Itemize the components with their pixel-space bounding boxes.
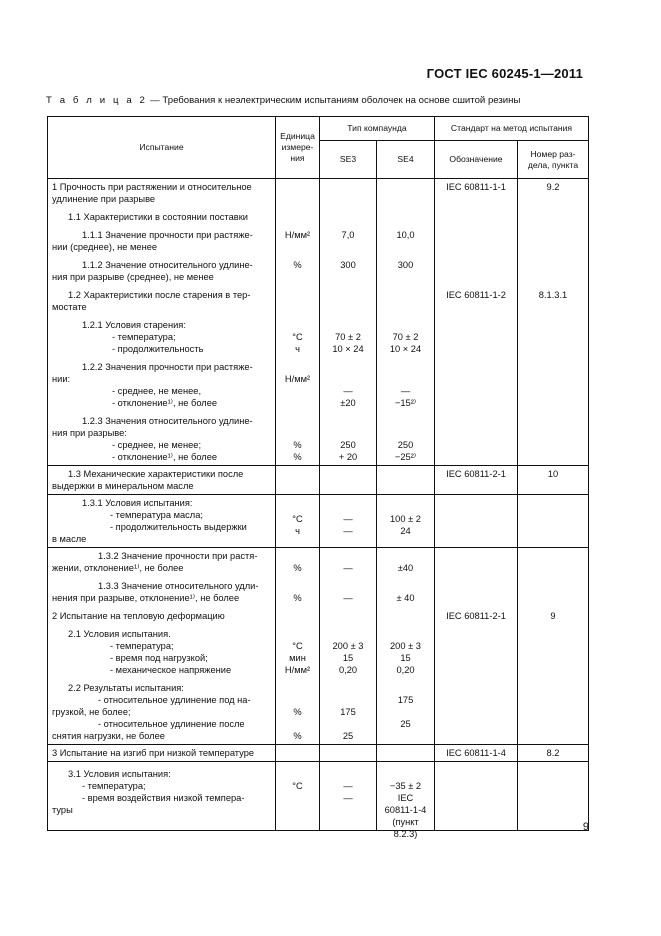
test-cell: 1.3.1 Условия испытания: - температура масла; - продолжительность выдержки в масле: [48, 495, 276, 548]
section-cell: 10: [518, 466, 589, 495]
table-row: [48, 466, 589, 495]
header-unit: Единица измере-ния: [276, 117, 320, 179]
standard-number: ГОСТ IEC 60245-1—2011: [426, 66, 583, 81]
header-section: Номер раз-дела, пункта: [518, 141, 589, 179]
se4-cell: −35 ± 2 IEC 60811-1-4 (пункт 8.2.3): [377, 762, 435, 831]
table-row: [48, 745, 589, 762]
se4-cell: ±40 ± 40 200 ± 3 15 0,20 175 25: [377, 548, 435, 745]
se4-cell: 10,0 300 70 ± 2 10 × 24 — −15²⁾ 250 −25²⁾: [377, 179, 435, 466]
unit-cell: % % °С мин Н/мм² % %: [276, 548, 320, 745]
table-caption-text: — Требования к неэлектрическим испытаниям оболочек на основе сшитой резины: [147, 95, 521, 106]
table-caption-label: Т а б л и ц а 2: [46, 95, 148, 106]
designation-cell: IEC 60811-1-4: [435, 745, 518, 762]
se4-cell: 100 ± 2 24: [377, 495, 435, 548]
header-standard: Стандарт на метод испытания: [435, 117, 589, 141]
test-cell: 1.3.2 Значение прочности при растя- жении, отклонение¹⁾, не более 1.3.3 Значение относительного удли- нения при разрыве, отклонение¹⁾, не более 2 Испытание на тепловую деформацию 2.1 Условия испытания. - температура; - время под нагрузкой; - механическое напряжение 2.2 Результаты испытания: - относительное удлинение под на- грузкой, не более; - относительное удлинение после снятия нагрузки, не более: [48, 548, 276, 745]
test-cell: 1.3 Механические характеристики после выдержки в минеральном масле: [48, 466, 276, 495]
table-caption: [46, 95, 520, 106]
table-row: [48, 548, 589, 745]
test-cell: 3.1 Условия испытания: - температура; - время воздействия низкой темпера- туры: [48, 762, 276, 831]
se3-cell: 7,0 300 70 ± 2 10 × 24 — ±20 250 + 20: [320, 179, 377, 466]
table-row: [48, 495, 589, 548]
section-cell: 8.2: [518, 745, 589, 762]
unit-cell: °С ч: [276, 495, 320, 548]
header-se3: SE3: [320, 141, 377, 179]
section-cell: 9: [518, 548, 589, 745]
designation-cell: IEC 60811-1-1 IEC 60811-1-2: [435, 179, 518, 466]
page-number: 9: [582, 821, 589, 833]
se3-cell: — —: [320, 495, 377, 548]
table-row: [48, 762, 589, 831]
designation-cell: IEC 60811-2-1: [435, 548, 518, 745]
unit-cell: Н/мм² % °С ч Н/мм² % %: [276, 179, 320, 466]
designation-cell: IEC 60811-2-1: [435, 466, 518, 495]
section-cell: 9.2 8.1.3.1: [518, 179, 589, 466]
header-se4: SE4: [377, 141, 435, 179]
header-test: Испытание: [48, 117, 276, 179]
header-designation: Обозначение: [435, 141, 518, 179]
table-row: [48, 179, 589, 466]
test-cell: 3 Испытание на изгиб при низкой температуре: [48, 745, 276, 762]
header-compound: Тип компаунда: [320, 117, 435, 141]
unit-cell: °С: [276, 762, 320, 831]
test-cell: 1 Прочность при растяжении и относительное удлинение при разрыве 1.1 Характеристики в состоянии поставки 1.1.1 Значение прочности при растяже- нии (среднее), не менее 1.1.2 Значение относительного удлине- ния при разрыве (среднее), не менее 1.2 Характеристики после старения в тер- мостате 1.2.1 Условия старения: - температура; - продолжительность 1.2.2 Значения прочности при растяже- нии: - среднее, не менее, - отклонение¹⁾, не более 1.2.3 Значения относительного удлине- ния при разрыве: - среднее, не менее; - отклонение¹⁾, не более: [48, 179, 276, 466]
se3-cell: — — 200 ± 3 15 0,20 175 25: [320, 548, 377, 745]
requirements-table: [47, 116, 589, 839]
se3-cell: — —: [320, 762, 377, 831]
